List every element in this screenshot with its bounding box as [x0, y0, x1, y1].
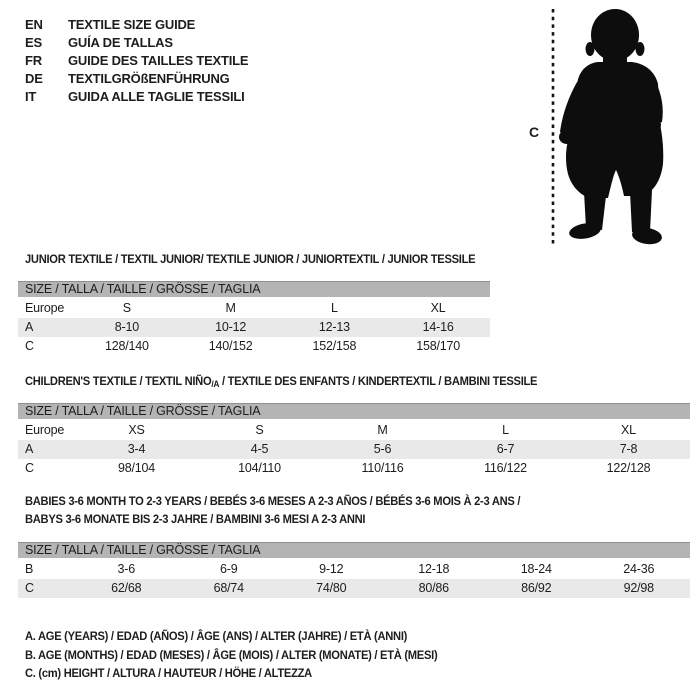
legend-line-b [25, 646, 468, 665]
legend-line-b-text: B. AGE (MONTHS) / EDAD (MESES) / ÂGE (MOIS) / ALTER (MONATE) / ETÀ (MESI) [25, 647, 438, 662]
table-cell: 6-7 [496, 442, 515, 456]
children-title-suffix: / TEXTILE DES ENFANTS / KINDERTEXTIL / BAMBINI TESSILE [219, 374, 538, 388]
silhouette-leg-right [630, 190, 652, 232]
legend-line-c [25, 664, 468, 683]
legend-line-a-text: A. AGE (YEARS) / EDAD (AÑOS) / ÂGE (ANS) / ALTER (JAHRE) / ETÀ (ANNI) [25, 629, 408, 643]
children-title-subscript: /A [211, 379, 220, 389]
table-cell: 18-24 [520, 562, 552, 576]
row-label: A [25, 442, 34, 456]
children-table-title-text [25, 374, 537, 389]
babies-table-title-line1 [25, 494, 557, 508]
table-cell: 68/74 [213, 581, 244, 595]
table-cell: M [225, 301, 236, 315]
language-label: GUIDA ALLE TAGLIE TESSILI [68, 89, 245, 104]
babies-table-title-line2-text: BABYS 3-6 MONATE BIS 2-3 JAHRE / BAMBINI 3-6 MESI A 2-3 ANNI [25, 512, 366, 526]
row-label: Europe [25, 301, 65, 315]
children-table-title [25, 374, 576, 389]
language-row [25, 52, 248, 70]
table-row [18, 337, 490, 356]
junior-table-title-text: JUNIOR TEXTILE / TEXTIL JUNIOR/ TEXTILE JUNIOR / JUNIORTEXTIL / JUNIOR TESSILE [25, 252, 476, 266]
table-cell: 12-13 [318, 320, 350, 334]
table-row [18, 299, 490, 318]
table-cell: 158/170 [416, 339, 461, 353]
table-cell: 5-6 [373, 442, 392, 456]
language-label: TEXTILGRÖßENFÜHRUNG [68, 71, 230, 86]
language-label: TEXTILE SIZE GUIDE [68, 17, 196, 32]
row-label: C [25, 339, 34, 353]
table-cell: 6-9 [220, 562, 238, 576]
table-cell: 14-16 [422, 320, 454, 334]
language-row [25, 70, 248, 88]
babies-table-title-line2 [25, 512, 391, 526]
table-cell: 12-18 [418, 562, 450, 576]
toddler-silhouette [556, 2, 698, 248]
row-label: C [25, 581, 34, 595]
table-cell: L [502, 423, 509, 437]
table-cell: 86/92 [521, 581, 552, 595]
junior-size-table [18, 281, 490, 356]
language-label: GUIDE DES TAILLES TEXTILE [68, 53, 249, 68]
table-cell: L [330, 301, 338, 315]
measure-legend [25, 627, 468, 683]
table-cell: 3-6 [117, 562, 135, 576]
language-code: DE [25, 71, 43, 86]
junior-table-title [25, 252, 509, 266]
table-header-bar: SIZE / TALLA / TAILLE / GRÖSSE / TAGLIA [18, 403, 690, 419]
table-cell: 140/152 [208, 339, 253, 353]
table-cell: 98/104 [117, 461, 156, 475]
table-cell: 3-4 [127, 442, 146, 456]
babies-size-table [18, 542, 690, 598]
row-label: Europe [25, 423, 65, 437]
table-cell: 10-12 [215, 320, 247, 334]
silhouette-ear-right [636, 42, 645, 56]
table-cell: 9-12 [319, 562, 344, 576]
table-cell: 80/86 [418, 581, 449, 595]
table-cell: 24-36 [623, 562, 655, 576]
language-label: GUÍA DE TALLAS [68, 35, 173, 50]
table-cell: XS [128, 423, 145, 437]
table-cell: XL [430, 301, 446, 315]
table-cell: 110/116 [361, 461, 404, 475]
table-cell: 104/110 [238, 461, 281, 475]
legend-line-a [25, 627, 468, 646]
language-row [25, 88, 248, 106]
table-cell: M [377, 423, 388, 437]
language-code: ES [25, 35, 42, 50]
table-row [18, 421, 690, 440]
table-cell: 128/140 [104, 339, 149, 353]
table-cell: XL [621, 423, 636, 437]
table-row [18, 459, 690, 478]
table-cell: 122/128 [606, 461, 651, 475]
table-cell: 4-5 [250, 442, 269, 456]
table-row [18, 579, 690, 598]
language-list [25, 16, 248, 106]
table-cell: S [255, 423, 264, 437]
table-cell: 74/80 [316, 581, 347, 595]
row-label: A [25, 320, 34, 334]
language-row [25, 16, 248, 34]
table-cell: 8-10 [114, 320, 139, 334]
silhouette-ear-left [586, 42, 595, 56]
language-code: FR [25, 53, 42, 68]
row-label: B [25, 562, 34, 576]
table-row [18, 440, 690, 459]
table-cell: 116/122 [484, 461, 527, 475]
measure-c-label: C [529, 124, 540, 140]
language-code: EN [25, 17, 43, 32]
table-header-bar: SIZE / TALLA / TAILLE / GRÖSSE / TAGLIA [18, 542, 690, 558]
table-cell: 7-8 [619, 442, 638, 456]
language-row [25, 34, 248, 52]
children-size-table [18, 403, 690, 478]
table-cell: S [122, 301, 131, 315]
table-row [18, 318, 490, 337]
table-row [18, 560, 690, 579]
babies-table-title-line1-text: BABIES 3-6 MONTH TO 2-3 YEARS / BEBÉS 3-6 MESES A 2-3 AÑOS / BÉBÉS 3-6 MOIS À 2-3 ANS / [25, 494, 521, 508]
table-cell: 62/68 [111, 581, 142, 595]
table-header-bar: SIZE / TALLA / TAILLE / GRÖSSE / TAGLIA [18, 281, 490, 297]
children-title-prefix: CHILDREN'S TEXTILE / TEXTIL NIÑO [25, 374, 212, 388]
silhouette-shorts [566, 124, 663, 198]
row-label: C [25, 461, 34, 475]
language-code: IT [25, 89, 37, 104]
legend-line-c-text: C. (cm) HEIGHT / ALTURA / HAUTEUR / HÖHE / ALTEZZA [25, 666, 312, 680]
table-cell: 92/98 [623, 581, 654, 595]
table-cell: 152/158 [312, 339, 357, 353]
